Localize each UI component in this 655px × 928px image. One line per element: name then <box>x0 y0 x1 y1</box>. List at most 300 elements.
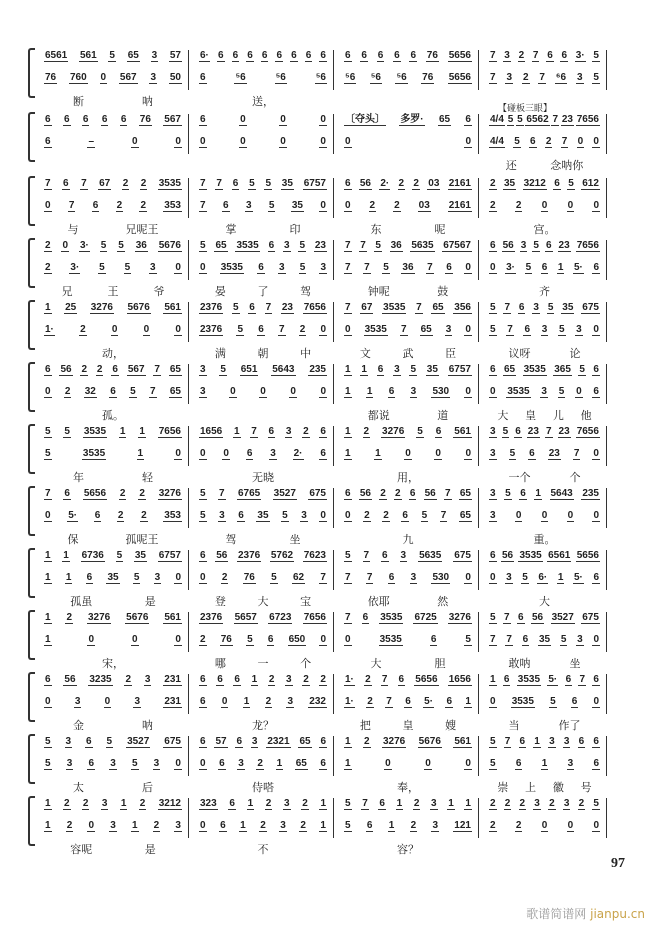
note-group: 7 <box>506 634 512 645</box>
note-group: 7 <box>504 612 510 623</box>
note-group: 7 <box>345 612 351 623</box>
lyric-word: 儿 <box>552 409 564 422</box>
bar-line <box>188 488 189 528</box>
lower-part <box>44 820 182 832</box>
note-group: 3535 <box>364 324 387 335</box>
measure <box>193 176 333 236</box>
lyric-line <box>199 345 327 361</box>
bar-line <box>478 550 479 590</box>
note-group: 7 <box>504 736 511 747</box>
note-group: 7 <box>345 240 351 251</box>
note-group: 5 <box>249 178 255 189</box>
upper-part <box>44 426 182 438</box>
note-group: 1 <box>345 426 351 437</box>
note-group: 3 <box>534 798 540 809</box>
lyric-word: 皇 <box>402 719 414 732</box>
note-group: 6 <box>388 386 395 397</box>
measure <box>38 734 188 794</box>
note-group: 0 <box>490 262 496 273</box>
note-group: 3 <box>563 736 570 747</box>
note-group: 6 <box>45 114 51 125</box>
note-group: 6 <box>561 50 568 61</box>
note-group: 356 <box>454 302 471 313</box>
measure <box>483 424 606 484</box>
note-group: 6 <box>524 324 531 335</box>
note-group: 5 <box>299 262 306 273</box>
note-group: 561 <box>164 612 181 623</box>
note-group: 6 <box>554 178 560 189</box>
lyric-line <box>489 407 600 423</box>
note-group: 03 <box>428 178 440 189</box>
note-group: 3535 <box>517 674 541 685</box>
note-group: 3 <box>66 758 73 769</box>
note-group: 1 <box>396 798 403 809</box>
measure <box>193 796 333 856</box>
watermark-cn: 歌谱简谱网 <box>526 907 587 921</box>
note-group: 5 <box>421 510 428 521</box>
note-group: 56 <box>359 488 371 499</box>
note-group: 353 <box>164 200 181 211</box>
note-group: 6725 <box>414 612 437 623</box>
note-group: ⁵6 <box>396 72 407 83</box>
note-group: 0 <box>143 324 150 335</box>
measure <box>193 548 333 608</box>
note-group: 2 <box>300 820 306 831</box>
note-group: 0 <box>175 572 181 583</box>
lyric-line <box>199 531 327 547</box>
note-group: 35 <box>257 510 269 521</box>
note-group: 5· <box>548 674 558 685</box>
note-group: 5· <box>573 262 583 273</box>
bar-line <box>188 302 189 342</box>
measure <box>193 238 333 298</box>
note-group: 6 <box>320 426 326 437</box>
note-group: 1· <box>345 696 354 707</box>
lower-part <box>489 696 600 708</box>
note-group: 7 <box>364 262 370 273</box>
lyric-word: 论 <box>569 347 581 360</box>
note-group: 0 <box>320 634 326 645</box>
note-group: 5656 <box>83 488 107 499</box>
note-group: 0 <box>541 510 548 521</box>
lower-part <box>344 262 472 274</box>
lyric-word: 大 <box>257 595 269 608</box>
note-group: 3 <box>504 50 510 61</box>
lyric-word: 宋， <box>102 657 124 670</box>
bar-line <box>478 114 479 154</box>
note-group: 0 <box>593 324 599 335</box>
note-group: 3 <box>506 572 512 583</box>
note-group: 231 <box>164 696 181 707</box>
note-group: 1 <box>276 758 283 769</box>
lyric-word: 嫂 <box>445 719 457 732</box>
note-group: 6 <box>232 178 239 189</box>
lyric-line <box>344 407 472 423</box>
note-group: 7 <box>416 302 422 313</box>
note-group: 6 <box>377 364 384 375</box>
measure <box>193 112 333 172</box>
note-group: 2 <box>221 572 228 583</box>
note-group: 7623 <box>303 550 326 561</box>
note-group: 0 <box>200 758 206 769</box>
note-group: 1 <box>388 820 395 831</box>
note-group: 0 <box>345 200 351 211</box>
note-group: 2 <box>117 510 124 521</box>
note-group: 6 <box>219 758 225 769</box>
lyric-word: 上 <box>525 781 537 794</box>
lyric-word: 无晓 <box>252 471 274 484</box>
upper-part <box>44 550 182 562</box>
lyric-word: 大 <box>370 657 382 670</box>
note-group: 6 <box>593 758 599 769</box>
note-group: 5 <box>299 240 305 251</box>
note-group: 2· <box>293 448 303 459</box>
upper-part <box>199 178 327 190</box>
lower-part <box>44 634 182 646</box>
note-group: 23 <box>527 426 539 437</box>
note-group: 2 <box>320 674 326 685</box>
note-group: 2 <box>410 820 417 831</box>
note-group: 5 <box>345 550 351 561</box>
lower-part <box>199 136 327 148</box>
note-group: 3 <box>394 364 400 375</box>
note-group: 2 <box>364 510 370 521</box>
note-group: 7 <box>362 798 368 809</box>
measure <box>338 112 478 172</box>
note-group: 6 <box>258 324 264 335</box>
note-group: 561 <box>454 736 471 747</box>
note-group: 〔夺头〕 <box>345 114 385 125</box>
note-group: 6 <box>446 262 452 273</box>
measure <box>483 796 606 856</box>
note-group: 35 <box>291 200 303 211</box>
measure <box>338 176 478 236</box>
note-group: 0 <box>175 262 181 273</box>
note-group: 7 <box>345 262 351 273</box>
note-group: 3 <box>549 736 555 747</box>
note-group: 6 <box>394 50 400 61</box>
lyric-line <box>489 469 600 485</box>
music-system <box>28 672 608 732</box>
upper-part <box>44 50 182 62</box>
note-group: 65 <box>420 324 432 335</box>
note-group: 2 <box>545 136 552 147</box>
note-group: 5 <box>410 364 416 375</box>
note-group: 3 <box>506 72 513 83</box>
lyric-word: 他 <box>580 409 592 422</box>
note-group: 6 <box>45 674 51 685</box>
note-group: 1 <box>541 758 548 769</box>
lyric-word: 九 <box>402 533 414 546</box>
note-group: 6 <box>267 634 274 645</box>
note-group: 0 <box>385 758 391 769</box>
lyric-word: 当 <box>508 719 520 732</box>
note-group: 0 <box>490 572 496 583</box>
note-group: 6 <box>200 674 206 685</box>
bar-line <box>333 178 334 218</box>
note-group: 3276 <box>158 488 181 499</box>
note-group: 1 <box>65 572 72 583</box>
note-group: 1 <box>361 364 367 375</box>
lyric-word: 断 <box>73 95 84 108</box>
note-group: 2376 <box>200 302 223 313</box>
measure <box>38 672 188 732</box>
measure <box>193 424 333 484</box>
measure <box>193 734 333 794</box>
note-group: 0 <box>435 448 441 459</box>
lyric-word: 保 <box>67 533 79 546</box>
upper-part <box>489 240 600 252</box>
bar-line <box>606 426 607 466</box>
note-group: 7 <box>552 114 559 125</box>
note-group: 1 <box>557 572 564 583</box>
upper-part <box>489 364 600 376</box>
note-group: 6 <box>200 550 206 561</box>
note-group: 3 <box>286 674 292 685</box>
note-group: 3535 <box>511 696 534 707</box>
note-group: 1 <box>320 820 326 831</box>
bar-line <box>478 240 479 280</box>
note-group: 6 <box>345 488 351 499</box>
note-group: 5 <box>268 200 275 211</box>
note-group: 5 <box>417 426 423 437</box>
lower-part <box>489 262 600 274</box>
note-group: 2 <box>119 488 126 499</box>
note-group: 3527 <box>551 612 574 623</box>
note-group: 0 <box>490 386 496 397</box>
lyric-word: 金 <box>73 719 84 732</box>
note-group: 6 <box>465 114 471 125</box>
lyric-line <box>489 717 600 733</box>
bar-line <box>333 114 334 154</box>
bar-line <box>188 114 189 154</box>
note-group: ⁵6 <box>275 72 286 83</box>
note-group: 5 <box>131 758 138 769</box>
lower-part <box>344 820 472 832</box>
note-group: 7 <box>539 72 545 83</box>
note-group: 1 <box>45 572 51 583</box>
note-group: 3 <box>410 572 417 583</box>
lyric-line <box>489 779 600 795</box>
note-group: 5 <box>45 758 51 769</box>
note-group: 2 <box>299 324 306 335</box>
note-group: 3 <box>110 820 116 831</box>
note-group: 3 <box>280 820 286 831</box>
note-group: 2 <box>303 674 309 685</box>
note-group: 2 <box>96 364 103 375</box>
note-group: ⁵6 <box>235 72 246 83</box>
lyric-word: 坐 <box>569 657 581 670</box>
lyric-word: 徽 <box>552 781 564 794</box>
lyric-word: 孤虽 <box>70 595 93 608</box>
note-group: 3 <box>567 758 574 769</box>
lower-part <box>489 510 600 522</box>
watermark-en: jianpu.cn <box>590 907 645 921</box>
note-group: 6 <box>571 696 578 707</box>
note-group: 3 <box>284 240 290 251</box>
note-group: 5 <box>490 612 496 623</box>
lower-part <box>44 72 182 84</box>
note-group: 6 <box>593 736 599 747</box>
lyric-word: 动， <box>102 347 124 360</box>
note-group: 6 <box>490 364 496 375</box>
upper-part <box>489 488 600 500</box>
note-group: 0 <box>345 136 351 147</box>
note-group: 3 <box>431 798 437 809</box>
note-group: 0 <box>567 510 574 521</box>
note-group: 6 <box>238 510 244 521</box>
note-group: 5 <box>133 572 140 583</box>
upper-part <box>344 114 472 126</box>
note-group: 5· <box>68 510 78 521</box>
note-group: 3 <box>149 262 156 273</box>
note-group: 6 <box>382 550 388 561</box>
note-group: 6 <box>503 674 510 685</box>
lower-part <box>199 448 327 460</box>
bar-line <box>333 612 334 652</box>
note-group: 2 <box>45 262 51 273</box>
note-group: 2 <box>64 386 71 397</box>
upper-part <box>199 488 327 500</box>
music-system <box>28 610 608 670</box>
lower-part <box>489 386 600 398</box>
bar-line <box>188 674 189 714</box>
note-group: 76 <box>243 572 255 583</box>
note-group: 2 <box>153 820 160 831</box>
note-group: 0 <box>200 572 206 583</box>
note-group: 3276 <box>87 612 111 623</box>
note-group: 7 <box>363 550 370 561</box>
note-group: 1 <box>375 448 381 459</box>
note-group: 6 <box>94 510 101 521</box>
upper-part <box>44 240 182 252</box>
note-group: 76 <box>422 72 434 83</box>
note-group: 1 <box>45 302 51 313</box>
note-group: 3 <box>151 50 158 61</box>
note-group: 530 <box>432 386 450 397</box>
note-group: 5762 <box>270 550 294 561</box>
note-group: 2 <box>578 798 585 809</box>
note-group: ⁶6 <box>555 72 567 83</box>
lyric-word: 太 <box>73 781 84 794</box>
note-group: 2 <box>122 178 129 189</box>
note-group: 76 <box>426 50 438 61</box>
measure <box>38 486 188 546</box>
lower-part <box>489 758 600 770</box>
note-group: 56 <box>216 550 228 561</box>
note-group: 2 <box>66 612 73 623</box>
note-group: 5 <box>547 302 554 313</box>
lower-part <box>44 572 182 584</box>
note-group: 3 <box>541 386 547 397</box>
note-group: 5 <box>550 696 556 707</box>
lyric-word: 容？ <box>397 843 419 856</box>
note-group: 5 <box>517 114 523 125</box>
measure <box>38 300 188 360</box>
note-group: 6 <box>490 240 496 251</box>
lyric-word: 后 <box>142 781 153 794</box>
note-group: 2 <box>519 798 526 809</box>
lyric-word: 文 <box>359 347 371 360</box>
note-group: 3 <box>490 510 496 521</box>
note-group: 2 <box>395 488 401 499</box>
note-group: 5676 <box>127 302 150 313</box>
music-system <box>28 362 608 422</box>
upper-part <box>199 50 327 62</box>
note-group: 3 <box>110 758 116 769</box>
note-group: 0 <box>221 696 228 707</box>
lyric-line <box>489 531 600 547</box>
note-group: 5 <box>514 136 520 147</box>
note-group: 03 <box>418 200 430 211</box>
note-group: 35 <box>562 302 574 313</box>
note-group: 1 <box>465 798 471 809</box>
note-group: 23 <box>548 448 560 459</box>
note-group: 5 <box>345 798 351 809</box>
note-group: 0 <box>465 136 471 147</box>
bar-line <box>188 798 189 838</box>
lower-part <box>199 634 327 646</box>
note-group: 5 <box>375 240 381 251</box>
note-group: 567 <box>127 364 145 375</box>
lower-part <box>344 758 472 770</box>
note-group: 0 <box>175 634 181 645</box>
note-group: 2 <box>367 696 373 707</box>
bar-line <box>606 674 607 714</box>
note-group: 0 <box>131 634 138 645</box>
note-group: 0 <box>88 820 95 831</box>
note-group: 6765 <box>237 488 261 499</box>
note-group: 2 <box>257 758 263 769</box>
system-bracket <box>28 672 35 722</box>
note-group: 6 <box>232 50 239 61</box>
bar-line <box>478 178 479 218</box>
note-group: 6 <box>220 820 226 831</box>
note-group: 35 <box>134 550 146 561</box>
bar-line <box>606 550 607 590</box>
note-group: 5 <box>124 262 131 273</box>
note-group: 0 <box>593 136 599 147</box>
note-group: 6 <box>446 696 453 707</box>
note-group: 56 <box>359 178 371 189</box>
note-group: 3276 <box>90 302 113 313</box>
note-group: 56 <box>501 550 514 561</box>
note-group: 1 <box>243 696 250 707</box>
note-group: 65 <box>432 302 444 313</box>
bar-line <box>478 426 479 466</box>
note-group: 0 <box>104 696 111 707</box>
note-group: 2 <box>139 488 145 499</box>
note-group: 6757 <box>158 550 181 561</box>
lower-part <box>489 634 600 646</box>
lyric-word: 送， <box>252 95 274 108</box>
lyric-line <box>344 283 472 299</box>
note-group: 6 <box>305 50 312 61</box>
note-group: 3 <box>432 820 438 831</box>
bar-line <box>606 114 607 154</box>
lyric-word: 奉， <box>397 781 419 794</box>
note-group: 6 <box>518 612 524 623</box>
note-group: 5 <box>490 324 496 335</box>
lyric-line <box>199 593 327 609</box>
note-group: 3 <box>284 798 290 809</box>
note-group: 0 <box>425 758 431 769</box>
note-group: 6 <box>236 736 242 747</box>
note-group: 65 <box>459 510 471 521</box>
note-group: 6 <box>366 820 373 831</box>
note-group: 7 <box>507 324 513 335</box>
lyric-word: 孤。 <box>102 409 124 422</box>
